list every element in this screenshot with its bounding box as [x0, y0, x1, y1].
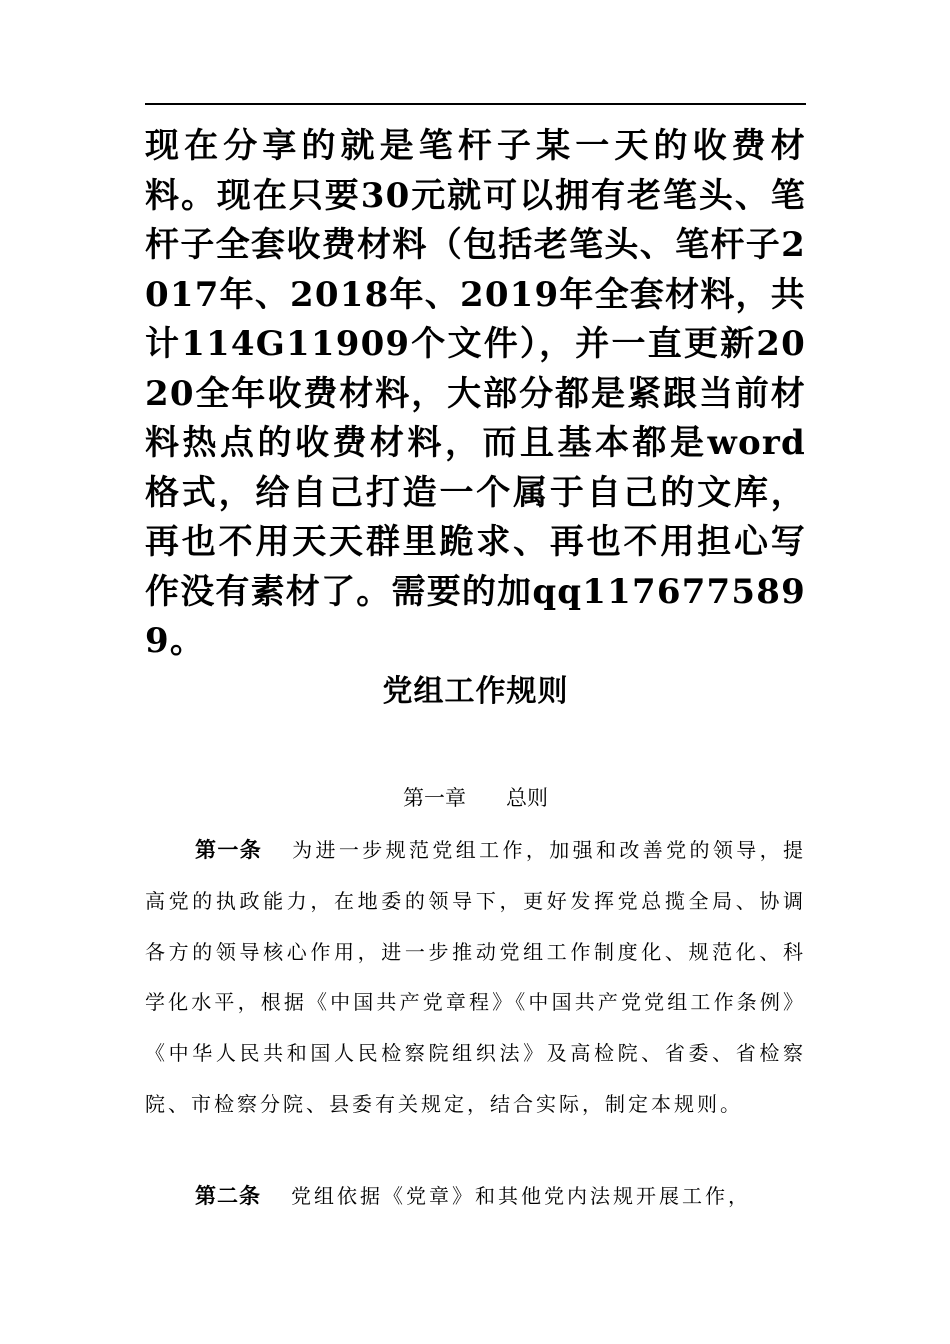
chapter-name: 总则: [506, 786, 548, 810]
chapter-number: 第一章: [403, 786, 466, 810]
promo-paragraph: 现在分享的就是笔杆子某一天的收费材料。现在只要30元就可以拥有老笔头、笔杆子全套收费材料（包括老笔头、笔杆子2017年、2018年、2019年全套材料，共计114G11909个文件），并一直更新2020全年收费材料，大部分都是紧跟当前材料热点的收费材料，而且基本都是word格式，给自己打造一个属于自己的文库，再也不用天天群里跪求、再也不用担心写作没有素材了。需要的加qq1176775899。: [145, 126, 806, 661]
article-paragraph: [145, 825, 806, 1130]
article-text: 为进一步规范党组工作，加强和改善党的领导，提高党的执政能力，在地委的领导下，更好发挥党总揽全局、协调各方的领导核心作用，进一步推动党组工作制度化、规范化、科学化水平，根据《中国共产党章程》《中国共产党党组工作条例》《中华人民共和国人民检察院组织法》及高检院、省委、省检察院、市检察分院、县委有关规定，结合实际，制定本规则。: [145, 838, 806, 1116]
article-text: 党组依据《党章》和其他党内法规开展工作，: [291, 1184, 751, 1208]
article-label: 第一条: [195, 838, 263, 862]
article-paragraph: [145, 1171, 806, 1222]
header-rule: [145, 103, 806, 105]
document-title: 党组工作规则: [382, 674, 569, 709]
chapter-heading: [145, 778, 806, 818]
article-label: 第二条: [195, 1184, 261, 1208]
